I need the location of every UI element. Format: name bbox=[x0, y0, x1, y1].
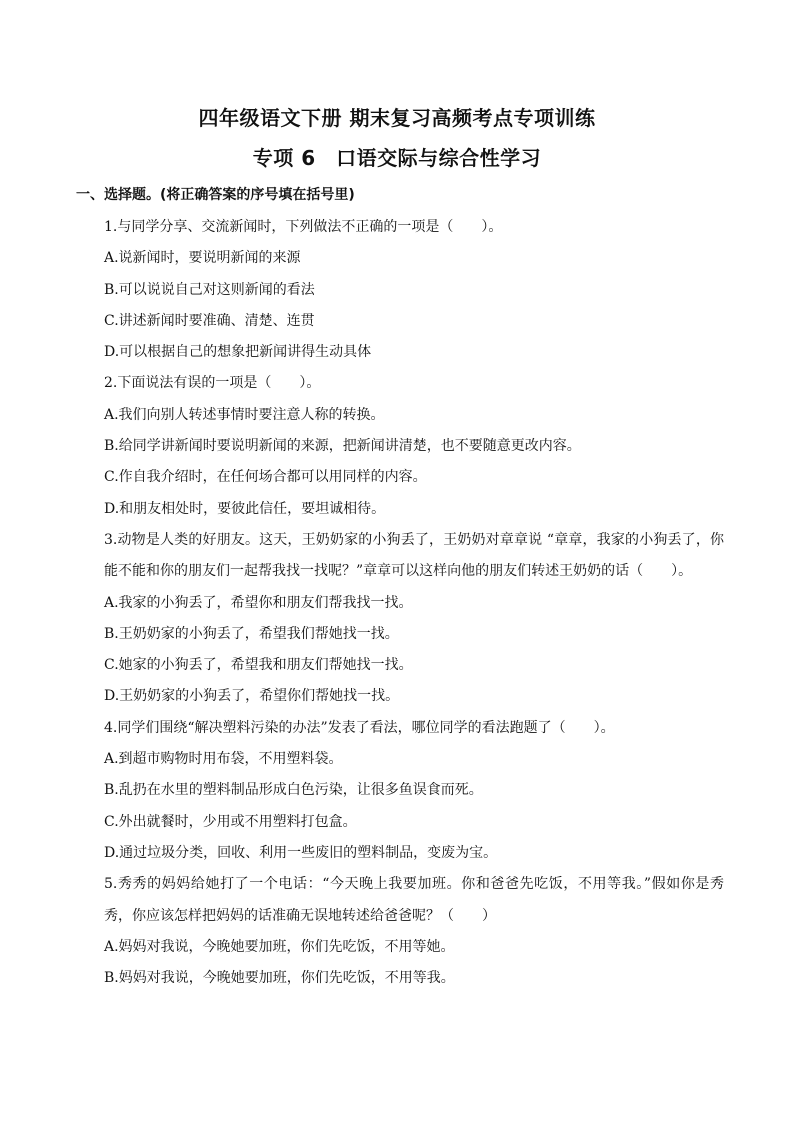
document-title: 四年级语文下册 期末复习高频考点专项训练 bbox=[198, 106, 596, 130]
question-option: D.王奶奶家的小狗丢了，希望你们帮她找一找。 bbox=[104, 688, 400, 705]
question-stem: 4.同学们围绕“解决塑料污染的办法”发表了看法，哪位同学的看法跑题了（ ）。 bbox=[104, 719, 615, 736]
question-2 bbox=[76, 368, 724, 524]
document-subtitle: 专项 6 口语交际与综合性学习 bbox=[252, 146, 542, 170]
question-3 bbox=[76, 525, 724, 713]
question-option: A.到超市购物时用布袋，不用塑料袋。 bbox=[104, 751, 343, 768]
question-option: B.王奶奶家的小狗丢了，希望我们帮她找一找。 bbox=[104, 625, 399, 642]
question-option: C.她家的小狗丢了，希望我和朋友们帮她找一找。 bbox=[104, 657, 413, 674]
question-option: B.乱扔在水里的塑料制品形成白色污染，让很多鱼误食而死。 bbox=[104, 782, 483, 799]
question-5 bbox=[76, 869, 724, 994]
question-option: D.可以根据自己的想象把新闻讲得生动具体 bbox=[104, 344, 372, 361]
question-option: B.给同学讲新闻时要说明新闻的来源，把新闻讲清楚，也不要随意更改内容。 bbox=[104, 438, 581, 455]
question-option: C.外出就餐时，少用或不用塑料打包盒。 bbox=[104, 813, 357, 830]
question-option: B.妈妈对我说，今晚她要加班，你们先吃饭，不用等我。 bbox=[104, 970, 455, 987]
question-1 bbox=[76, 212, 724, 368]
question-option: A.说新闻时，要说明新闻的来源 bbox=[104, 250, 301, 267]
question-option: A.妈妈对我说，今晚她要加班，你们先吃饭，不用等她。 bbox=[104, 938, 455, 955]
question-4 bbox=[76, 713, 724, 869]
question-list bbox=[76, 212, 724, 994]
question-option: D.和朋友相处时，要彼此信任，要坦诚相待。 bbox=[104, 500, 386, 517]
question-stem: 1.与同学分享、交流新闻时，下列做法不正确的一项是（ ）。 bbox=[104, 219, 503, 235]
question-stem: 2.下面说法有误的一项是（ ）。 bbox=[104, 375, 321, 392]
question-option: B.可以说说自己对这则新闻的看法 bbox=[104, 281, 315, 298]
question-option: C.讲述新闻时要准确、清楚、连贯 bbox=[104, 312, 315, 329]
section-heading: 一、选择题。(将正确答案的序号填在括号里) bbox=[76, 187, 355, 203]
question-option: C.作自我介绍时，在任何场合都可以用同样的内容。 bbox=[104, 469, 427, 486]
question-option: D.通过垃圾分类，回收、利用一些废旧的塑料制品，变废为宝。 bbox=[104, 844, 498, 861]
question-stem: 5.秀秀的妈妈给她打了一个电话：“今天晚上我要加班。你和爸爸先吃饭，不用等我。”假如你是秀秀，你应该怎样把妈妈的话准确无误地转述给爸爸呢？（ ） bbox=[104, 876, 724, 924]
question-option: A.我家的小狗丢了，希望你和朋友们帮我找一找。 bbox=[104, 594, 413, 611]
question-option: A.我们向别人转述事情时要注意人称的转换。 bbox=[104, 406, 385, 423]
question-stem: 3.动物是人类的好朋友。这天，王奶奶家的小狗丢了，王奶奶对章章说 “章章，我家的小狗丢了，你能不能和你的朋友们一起帮我找一找呢？”章章可以这样向他的朋友们转述王奶奶的话（ ）。 bbox=[104, 531, 724, 580]
